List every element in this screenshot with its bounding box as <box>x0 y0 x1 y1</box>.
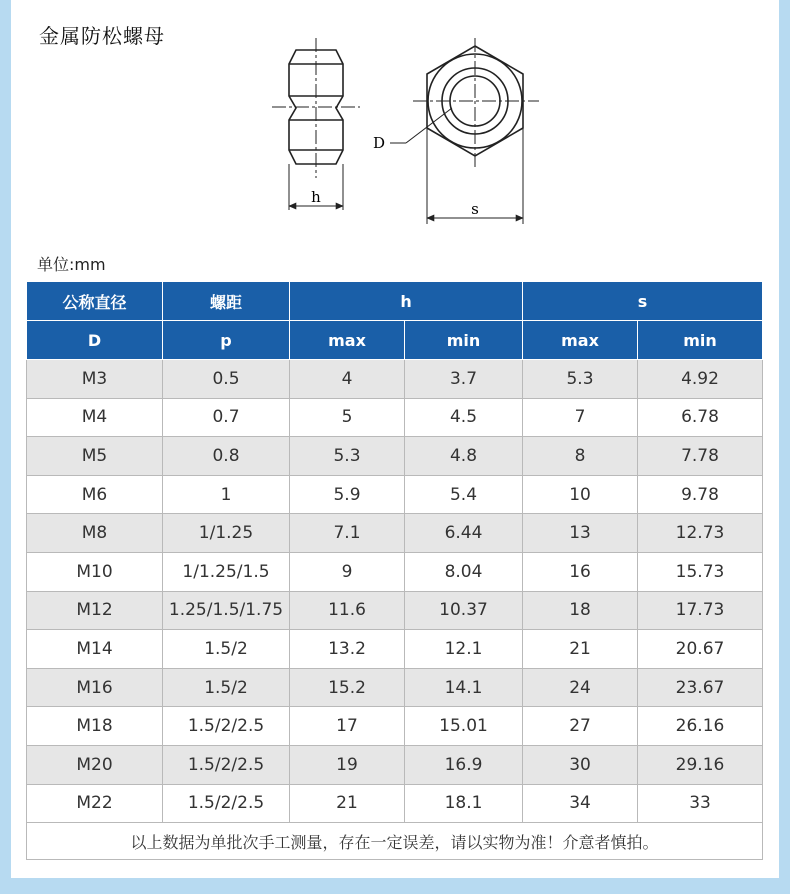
nut-technical-drawing <box>256 38 556 228</box>
cell-h-min: 10.37 <box>405 591 523 630</box>
disclaimer-note: 以上数据为单批次手工测量，存在一定误差，请以实物为准！介意者慎拍。 <box>27 823 763 860</box>
cell-s-min: 9.78 <box>638 475 763 514</box>
header-pitch: 螺距 <box>163 282 290 321</box>
header-s-min: min <box>638 321 763 360</box>
cell-s-max: 10 <box>523 475 638 514</box>
table-row <box>27 398 763 437</box>
cell-h-max: 19 <box>290 745 405 784</box>
cell-pitch: 1.5/2 <box>163 630 290 669</box>
header-p: p <box>163 321 290 360</box>
header-h-max: max <box>290 321 405 360</box>
cell-pitch: 1/1.25 <box>163 514 290 553</box>
cell-s-max: 21 <box>523 630 638 669</box>
table-row <box>27 668 763 707</box>
header-s-max: max <box>523 321 638 360</box>
cell-h-min: 16.9 <box>405 745 523 784</box>
cell-pitch: 1 <box>163 475 290 514</box>
cell-diameter: M22 <box>27 784 163 823</box>
cell-s-max: 24 <box>523 668 638 707</box>
header-d: D <box>27 321 163 360</box>
table-row <box>27 591 763 630</box>
table-row <box>27 437 763 476</box>
cell-h-max: 21 <box>290 784 405 823</box>
header-h: h <box>290 282 523 321</box>
spec-table <box>26 281 763 860</box>
cell-s-max: 18 <box>523 591 638 630</box>
cell-h-min: 4.5 <box>405 398 523 437</box>
cell-h-min: 4.8 <box>405 437 523 476</box>
cell-h-min: 14.1 <box>405 668 523 707</box>
cell-s-max: 16 <box>523 552 638 591</box>
label-d: D <box>373 134 386 152</box>
table-row <box>27 630 763 669</box>
table-row <box>27 784 763 823</box>
product-spec-card <box>11 0 779 878</box>
cell-h-max: 5.9 <box>290 475 405 514</box>
cell-h-min: 5.4 <box>405 475 523 514</box>
cell-pitch: 1.5/2/2.5 <box>163 707 290 746</box>
cell-diameter: M20 <box>27 745 163 784</box>
cell-h-max: 9 <box>290 552 405 591</box>
cell-h-min: 6.44 <box>405 514 523 553</box>
cell-h-min: 12.1 <box>405 630 523 669</box>
table-row <box>27 707 763 746</box>
cell-pitch: 1.5/2/2.5 <box>163 745 290 784</box>
cell-s-max: 8 <box>523 437 638 476</box>
cell-h-max: 17 <box>290 707 405 746</box>
cell-diameter: M18 <box>27 707 163 746</box>
cell-h-max: 5.3 <box>290 437 405 476</box>
cell-diameter: M5 <box>27 437 163 476</box>
cell-s-min: 12.73 <box>638 514 763 553</box>
cell-diameter: M3 <box>27 360 163 399</box>
cell-diameter: M14 <box>27 630 163 669</box>
cell-h-max: 5 <box>290 398 405 437</box>
cell-s-min: 23.67 <box>638 668 763 707</box>
cell-s-min: 26.16 <box>638 707 763 746</box>
table-row <box>27 514 763 553</box>
cell-s-min: 33 <box>638 784 763 823</box>
cell-diameter: M8 <box>27 514 163 553</box>
page-title: 金属防松螺母 <box>39 24 165 48</box>
cell-s-max: 5.3 <box>523 360 638 399</box>
cell-pitch: 0.7 <box>163 398 290 437</box>
cell-s-max: 34 <box>523 784 638 823</box>
cell-diameter: M4 <box>27 398 163 437</box>
cell-h-max: 13.2 <box>290 630 405 669</box>
cell-pitch: 1.25/1.5/1.75 <box>163 591 290 630</box>
header-nominal-diameter: 公称直径 <box>27 282 163 321</box>
cell-h-min: 15.01 <box>405 707 523 746</box>
cell-h-min: 3.7 <box>405 360 523 399</box>
table-row <box>27 360 763 399</box>
table-row <box>27 745 763 784</box>
cell-s-min: 15.73 <box>638 552 763 591</box>
cell-s-min: 6.78 <box>638 398 763 437</box>
cell-s-min: 20.67 <box>638 630 763 669</box>
cell-diameter: M16 <box>27 668 163 707</box>
cell-diameter: M12 <box>27 591 163 630</box>
unit-label: 单位:mm <box>37 255 106 274</box>
label-h: h <box>311 188 321 206</box>
cell-s-max: 30 <box>523 745 638 784</box>
header-h-min: min <box>405 321 523 360</box>
cell-s-min: 7.78 <box>638 437 763 476</box>
cell-pitch: 1.5/2 <box>163 668 290 707</box>
cell-pitch: 1/1.25/1.5 <box>163 552 290 591</box>
cell-h-max: 4 <box>290 360 405 399</box>
cell-diameter: M10 <box>27 552 163 591</box>
cell-h-min: 18.1 <box>405 784 523 823</box>
cell-pitch: 1.5/2/2.5 <box>163 784 290 823</box>
cell-pitch: 0.8 <box>163 437 290 476</box>
cell-h-max: 11.6 <box>290 591 405 630</box>
cell-diameter: M6 <box>27 475 163 514</box>
cell-h-max: 15.2 <box>290 668 405 707</box>
cell-s-min: 17.73 <box>638 591 763 630</box>
cell-s-max: 27 <box>523 707 638 746</box>
cell-s-min: 4.92 <box>638 360 763 399</box>
label-s: s <box>471 200 479 218</box>
cell-h-max: 7.1 <box>290 514 405 553</box>
header-s: s <box>523 282 763 321</box>
cell-h-min: 8.04 <box>405 552 523 591</box>
cell-pitch: 0.5 <box>163 360 290 399</box>
cell-s-max: 13 <box>523 514 638 553</box>
table-row <box>27 552 763 591</box>
cell-s-max: 7 <box>523 398 638 437</box>
cell-s-min: 29.16 <box>638 745 763 784</box>
table-row <box>27 475 763 514</box>
